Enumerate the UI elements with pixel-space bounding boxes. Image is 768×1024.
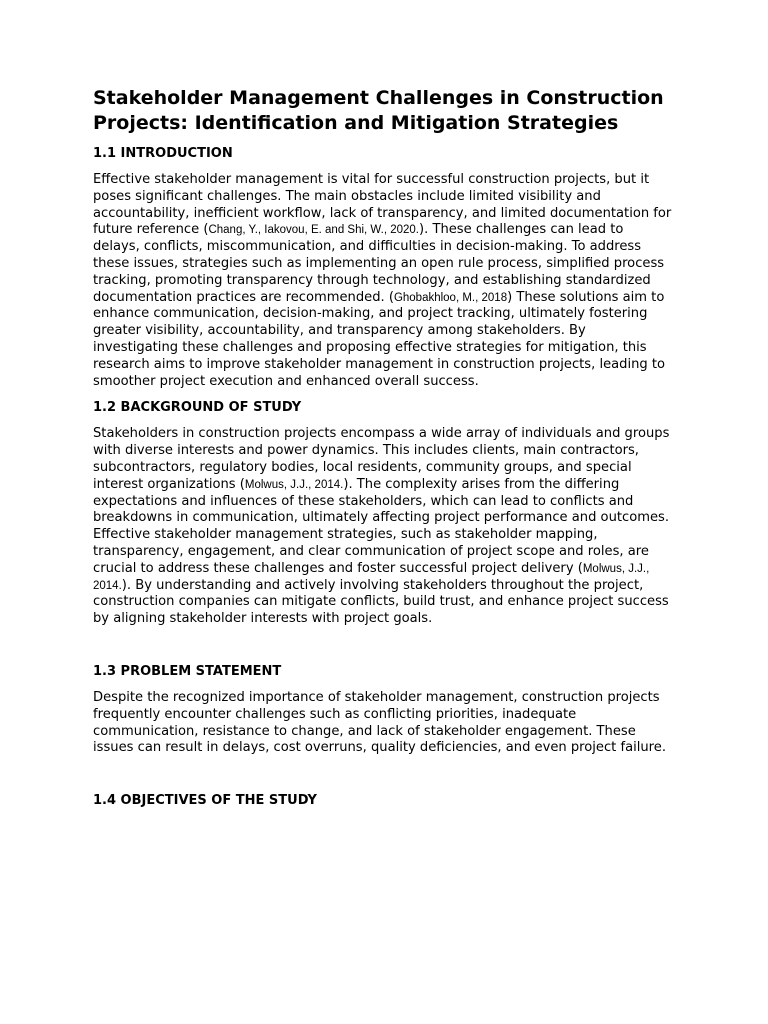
introduction-paragraph [93,172,673,390]
section-heading-introduction: 1.1 INTRODUCTION [93,146,233,161]
problem-statement-paragraph: Despite the recognized importance of stakeholder management, construction projects frequently encounter challenges such as conflicting priorities, inadequate communication, resistance to change, and lack of stakeholder engagement. These issues can result in delays, cost overruns, quality deficiencies, and even project failure. [93,689,666,756]
paragraph-text: ) These solutions aim to enhance communication, decision-making, and project tracking, ultimately fostering greater visibility, accountability, and transparency among stakeholders. By investigating these challenges and proposing effective strategies for mitigation, this research aims to improve stakeholder management in construction projects, leading to smoother project execution and enhanced overall success. [93,289,666,389]
citation: Chang, Y., Iakovou, E. and Shi, W., 2020. [208,224,420,237]
paragraph-text: Stakeholders in construction projects encompass a wide array of individuals and groups with diverse interests and power dynamics. This includes clients, main contractors, subcontractors, regulatory bodies, local residents, community groups, and special interest organizations ( [93,426,670,492]
citation: Molwus, J.J., 2014. [244,478,344,491]
paragraph-text: ). The complexity arises from the differing expectations and influences of these stakeholders, which can lead to conflicts and breakdowns in communication, ultimately affecting project performance and outcomes. Effective stakeholder management strategies, such as stakeholder mapping, transparency, engagement, and clear communication of project scope and roles, are crucial to address these challenges and foster successful project delivery ( [93,476,670,576]
document-page [93,86,673,809]
document-title: Stakeholder Management Challenges in Construction Projects: Identification and Mitigation Strategies [93,87,664,134]
section-heading-problem-statement: 1.3 PROBLEM STATEMENT [93,663,282,679]
paragraph-text: Effective stakeholder management is vital for successful construction projects, but it poses significant challenges. The main obstacles include limited visibility and accountability, inefficient workflow, lack of transparency, and limited documentation for future reference ( [93,172,672,238]
background-paragraph [93,426,673,628]
citation: Molwus, J.J., 2014. [93,562,650,592]
paragraph-text: ). These challenges can lead to delays, conflicts, miscommunication, and difficulties in decision-making. To address these issues, strategies such as implementing an open rule process, simplified process tracking, promoting transparency through technology, and establishing standardized documentation practices are recommended. ( [93,222,665,305]
section-heading-background: 1.2 BACKGROUND OF STUDY [93,400,302,416]
section-heading-objectives: 1.4 OBJECTIVES OF THE STUDY [93,793,317,809]
citation: Ghobakhloo, M., 2018 [393,291,508,304]
paragraph-text: ). By understanding and actively involving stakeholders throughout the project, construction companies can mitigate conflicts, build trust, and enhance project success by aligning stakeholder interests with project goals. [93,577,669,627]
